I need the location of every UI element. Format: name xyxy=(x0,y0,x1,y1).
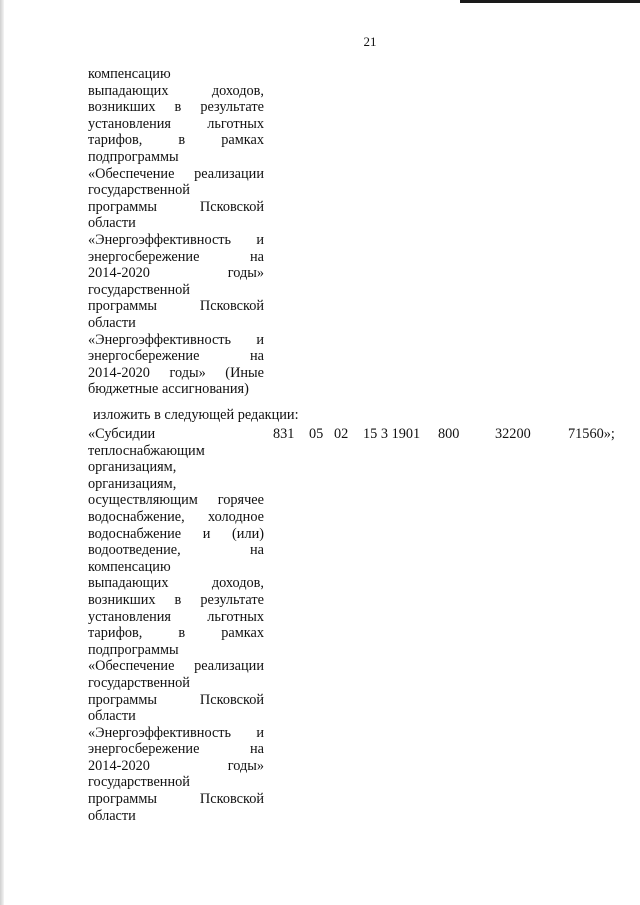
text-line: водоснабжение, холодное xyxy=(88,508,264,525)
text-line: бюджетные ассигнования) xyxy=(88,381,249,398)
text-line: энергосбережение на xyxy=(88,248,264,265)
text-line: «Энергоэффективность и xyxy=(88,724,264,741)
text-line: «Энергоэффективность и xyxy=(88,331,264,348)
text-line: программы Псковской xyxy=(88,298,264,315)
text-line: организациям, xyxy=(88,475,177,492)
text-line: государственной xyxy=(88,281,190,298)
text-line: компенсацию xyxy=(88,558,171,575)
text-line: теплоснабжающим xyxy=(88,442,205,459)
amount-1: 32200 xyxy=(495,426,531,442)
text-line: выпадающих доходов, xyxy=(88,82,264,99)
text-line: государственной xyxy=(88,182,190,199)
scan-top-mark xyxy=(460,0,640,3)
text-line: «Субсидии xyxy=(88,426,156,442)
text-line: возникших в результате xyxy=(88,99,264,116)
text-line: 2014-2020 годы» xyxy=(88,265,264,282)
subsection-code: 02 xyxy=(334,426,349,442)
text-line: государственной xyxy=(88,674,190,691)
text-line: установления льготных xyxy=(88,115,264,132)
text-line: энергосбережение на xyxy=(88,741,264,758)
text-line: программы Псковской xyxy=(88,198,264,215)
text-line: тарифов, в рамках xyxy=(88,625,264,642)
text-line: «Энергоэффективность и xyxy=(88,231,264,248)
text-line: возникших в результате xyxy=(88,591,264,608)
text-line: осуществляющим горячее xyxy=(88,492,264,509)
text-line: 2014-2020 годы» xyxy=(88,757,264,774)
text-line: «Обеспечение реализации xyxy=(88,165,264,182)
page-number: 21 xyxy=(363,34,377,49)
text-line: «Обеспечение реализации xyxy=(88,658,264,675)
new-text-column xyxy=(88,426,264,824)
text-line: государственной xyxy=(88,774,190,791)
text-line: программы Псковской xyxy=(88,791,264,808)
text-line: водоотведение, на xyxy=(88,542,264,559)
text-line: области xyxy=(88,314,136,331)
text-line: 2014-2020 годы» (Иные xyxy=(88,364,264,381)
amount-2: 71560»; xyxy=(568,426,615,442)
expense-type-code: 800 xyxy=(438,426,460,442)
text-line: тарифов, в рамках xyxy=(88,132,264,149)
text-line: программы Псковской xyxy=(88,691,264,708)
instruction-text: изложить в следующей редакции: xyxy=(93,407,299,423)
text-line: подпрограммы xyxy=(88,641,179,658)
text-line: области xyxy=(88,215,136,232)
text-line: подпрограммы xyxy=(88,148,179,165)
text-line: компенсацию xyxy=(88,66,171,82)
text-line: организациям, xyxy=(88,459,177,476)
text-line: водоснабжение и (или) xyxy=(88,525,264,542)
text-line: выпадающих доходов, xyxy=(88,575,264,592)
text-line: энергосбережение на xyxy=(88,348,264,365)
ministry-code: 831 xyxy=(273,426,295,442)
old-text-column xyxy=(88,66,264,398)
section-code: 05 xyxy=(309,426,324,442)
text-line: установления льготных xyxy=(88,608,264,625)
scan-edge xyxy=(0,0,4,905)
text-line: области xyxy=(88,807,136,824)
target-article-code: 15 3 1901 xyxy=(363,426,421,442)
text-line: области xyxy=(88,708,136,725)
